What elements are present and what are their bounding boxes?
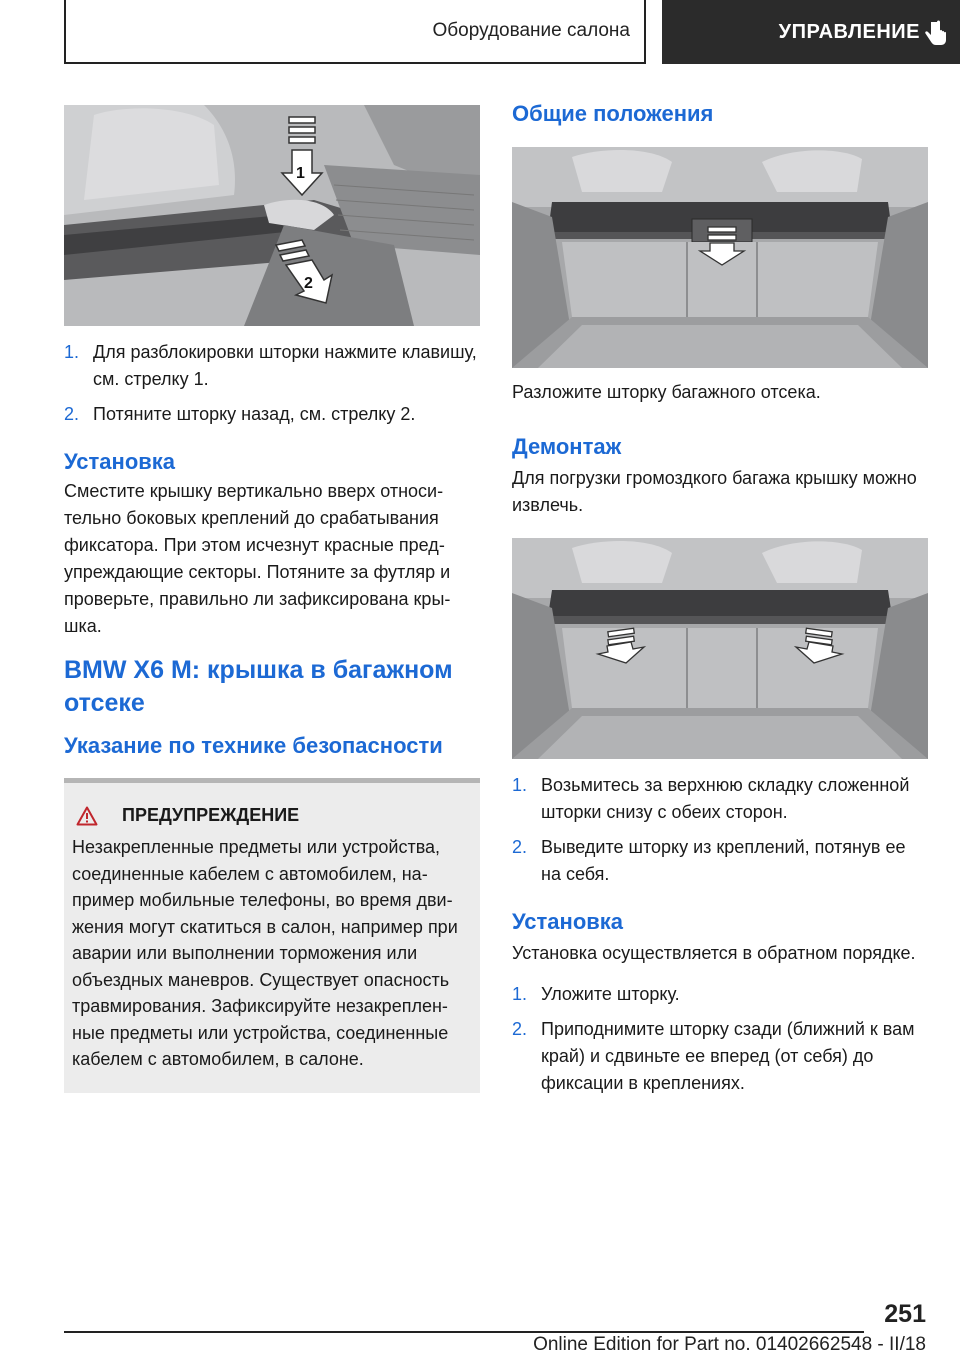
removal-paragraph: Для погрузки громоздкого багажа крышку можно извлечь.	[512, 468, 917, 515]
header-chapter-tab	[662, 0, 960, 64]
figure-label-1: 1	[296, 165, 305, 182]
install-heading-2: Установка	[512, 909, 624, 934]
header-chapter-title: УПРАВЛЕНИЕ	[778, 20, 920, 43]
page-number: 251	[884, 1300, 926, 1328]
safety-heading: Указание по технике безопасности	[64, 733, 443, 758]
general-caption: Разложите шторку багажного отсека.	[512, 382, 821, 402]
step-text: Выведите шторку из креплений, потянув ее на себя.	[541, 837, 906, 884]
step-number: 1.	[64, 342, 80, 362]
header-section-tab	[64, 0, 646, 64]
right-column	[512, 100, 928, 1105]
step-number: 1.	[512, 775, 528, 795]
warning-box	[64, 778, 480, 1093]
cargo-cover-illustration	[64, 105, 480, 326]
install-paragraph: Сместите крышку вертикально вверх относительно боковых креплений до срабатывания фиксатора. При этом исчезнут красные предупреждающие секторы. Потяните за футляр и проверьте, правильно ли зафиксирована крышка.	[64, 481, 451, 636]
figure-label-2: 2	[304, 275, 313, 292]
figure-cover-extended	[512, 147, 928, 368]
section-title: BMW X6 M: крышка в багажном отсеке	[64, 656, 453, 717]
step-number: 2.	[64, 404, 80, 424]
step-text: Потяните шторку назад, см. стрелку 2.	[93, 404, 416, 424]
install-heading: Установка	[64, 449, 176, 474]
step-number: 2.	[512, 1019, 528, 1039]
step-text: Уложите шторку.	[541, 984, 680, 1004]
footer-edition: Online Edition for Part no. 01402662548 - II/18	[533, 1334, 926, 1355]
list-item	[64, 401, 480, 428]
figure-cover-removal	[512, 538, 928, 759]
list-item	[512, 1016, 928, 1097]
removal-heading: Демонтаж	[512, 434, 622, 459]
step-number: 2.	[512, 837, 528, 857]
unlock-steps-list	[64, 339, 480, 428]
install-steps-list	[512, 981, 928, 1097]
warning-triangle-icon	[76, 806, 98, 826]
warning-title: ПРЕДУПРЕЖДЕНИЕ	[122, 805, 300, 825]
removal-steps-list	[512, 772, 928, 888]
list-item	[512, 834, 928, 888]
cargo-area-removal-illustration	[512, 538, 928, 759]
list-item	[512, 981, 928, 1008]
list-item	[64, 339, 480, 393]
left-column	[64, 105, 480, 1093]
cargo-area-illustration	[512, 147, 928, 368]
step-text: Возьмитесь за верхнюю складку сложенной шторки снизу с обеих сторон.	[541, 775, 910, 822]
list-item	[512, 772, 928, 826]
header-section-title: Оборудование салона	[432, 20, 630, 41]
hand-pointer-icon	[922, 20, 948, 48]
step-text: Приподнимите шторку сзади (ближний к вам край) и сдвиньте ее вперед (от себя) до фиксации в креплениях.	[541, 1019, 915, 1093]
warning-text: Незакрепленные предметы или устройства, соединенные кабелем с автомобилем, например мобильные телефоны, во время движения могут скатиться в салон, например при аварии или выполнении торможения или объездных маневров. Существует опасность травмирования. Зафиксируйте незакрепленные предметы или устройства, соединенные кабелем с автомобилем, в салоне.	[72, 837, 458, 1069]
install-paragraph-2: Установка осуществляется в обратном порядке.	[512, 943, 916, 963]
general-heading: Общие положения	[512, 101, 714, 126]
footer-divider	[64, 1331, 864, 1333]
step-number: 1.	[512, 984, 528, 1004]
figure-cover-unlock	[64, 105, 480, 326]
step-text: Для разблокировки шторки нажмите клавишу, см. стрелку 1.	[93, 342, 477, 389]
